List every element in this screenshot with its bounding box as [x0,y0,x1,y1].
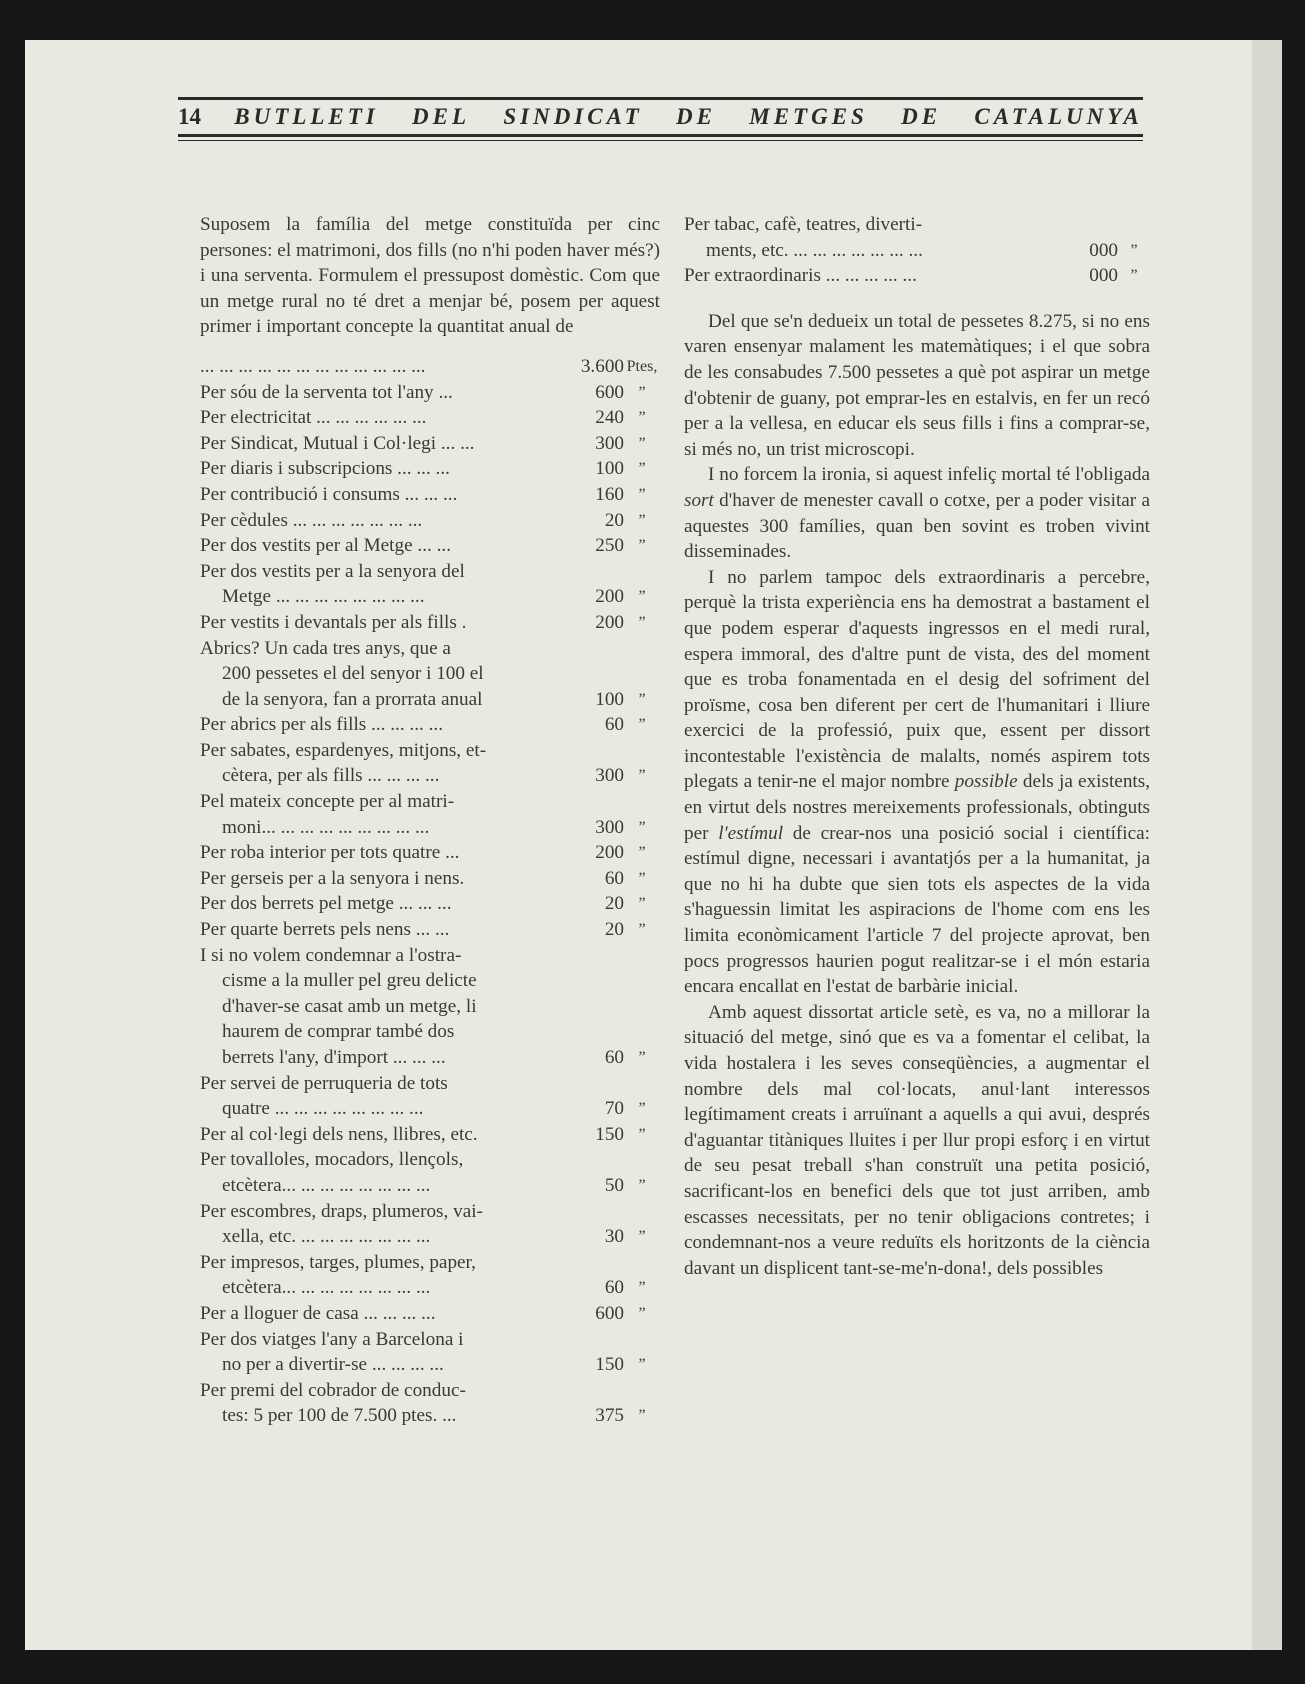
running-header [178,90,1143,148]
ditto-mark: ” [638,460,646,478]
ditto-mark: ” [638,1279,646,1297]
budget-amount: 60 [604,714,624,736]
budget-line [200,1403,660,1429]
budget-line [200,968,660,994]
budget-line [684,263,1150,289]
budget-amount: 150 [595,1123,624,1145]
ditto-mark: ” [638,434,646,452]
budget-line [200,584,660,610]
budget-list-continued [684,212,1150,289]
budget-item-text: etcètera... ... ... ... ... ... ... ... [222,1174,431,1196]
ditto-mark: ” [638,485,646,503]
budget-item-text: d'haver-se casat amb un metge, li [222,995,477,1017]
budget-line [200,1071,660,1097]
budget-item-text: Per dos vestits per al Metge ... ... [200,535,451,557]
budget-line [200,1275,660,1301]
budget-item-text: cètera, per als fills ... ... ... ... [222,765,440,787]
budget-item-text: Per tovalloles, mocadors, llençols, [200,1149,464,1171]
budget-amount: 30 [604,1226,624,1248]
budget-amount: 70 [604,1098,624,1120]
budget-line [200,661,660,687]
budget-item-text: Per premi del cobrador de conduc- [200,1379,466,1401]
budget-item-text: ... ... ... ... ... ... ... ... ... ... ... ... [200,355,426,377]
budget-line [200,763,660,789]
budget-amount: 250 [595,535,624,557]
budget-amount: 600 [595,381,624,403]
budget-amount: 375 [595,1405,624,1427]
ditto-mark: ” [1130,267,1138,285]
budget-line [200,1224,660,1250]
intro-paragraph: Suposem la família del metge constituïda per cinc persones: el matrimoni, dos fills (no n'hi poden haver més?) i una serventa. Formulem el pressupost domèstic. Com que un metge rural no té dret a menjar bé, posem per aquest primer i important concepte la quantitat anual de [200,214,660,338]
ditto-mark: ” [638,1356,646,1374]
budget-line [200,866,660,892]
budget-amount: 50 [604,1174,624,1196]
budget-line [200,508,660,534]
ditto-mark: ” [638,613,646,631]
budget-line [200,431,660,457]
budget-item-text: Per al col·legi dels nens, llibres, etc. [200,1123,478,1145]
budget-item-text: cisme a la muller pel greu delicte [222,970,477,992]
budget-line [200,994,660,1020]
text-run: d'haver de menester cavall o cotxe, per a poder visitar a aquestes 300 famílies, quan ben sovint es troben vivint disseminades. [684,489,1150,563]
budget-line [200,1147,660,1173]
ditto-mark: ” [638,716,646,734]
budget-line [200,380,660,406]
budget-amount: 20 [604,893,624,915]
budget-item-text: de la senyora, fan a prorrata anual [222,688,483,710]
budget-item-text: ments, etc. ... ... ... ... ... ... ... [706,239,923,261]
budget-line [200,354,660,380]
budget-item-text: Pel mateix concepte per al matri- [200,791,455,813]
emphasis: l'estímul [718,822,784,844]
ditto-mark: ” [638,818,646,836]
budget-item-text: Per contribució i consums ... ... ... [200,483,458,505]
ditto-mark: ” [638,690,646,708]
budget-line [200,405,660,431]
budget-item-text: tes: 5 per 100 de 7.500 ptes. ... [222,1405,457,1427]
budget-line [200,1301,660,1327]
budget-amount: 20 [604,919,624,941]
budget-line [200,891,660,917]
budget-line [200,1173,660,1199]
budget-item-text: haurem de comprar també dos [222,1021,455,1043]
header-word: DE [901,104,942,129]
ditto-mark: ” [638,1407,646,1425]
budget-line [200,738,660,764]
text-run: I no parlem tampoc dels extraordinaris a percebre, perquè la trista experiència ens ha demostrat a bastament el que podem esperar d'aquests ingressos en el medi rural, espera immoral, des d'altre punt de vista, des del moment que es troba fonamentada en el desig del sofriment del proïsme, cosa ben diferent per cert de l'humanitari i lliure exercici de la professió, puix que, essent per dissort incontestable l'existència de malalts, només aspirem tots plegats a tenir-ne el major nombre [684,566,1150,793]
ditto-mark: ” [638,869,646,887]
budget-item-text: Per roba interior per tots quatre ... [200,842,460,864]
budget-item-text: berrets l'any, d'import ... ... ... [222,1047,446,1068]
ditto-mark: ” [638,844,646,862]
header-rule-bottom [178,134,1143,137]
budget-item-text: Per sabates, espardenyes, mitjons, et- [200,739,487,761]
paragraph-total: Del que se'n dedueix un total de pessetes 8.275, si no ens varen ensenyar malament les matemàtiques; i el que sobra de les consabudes 7.500 pessetes a què pot aspirar un metge d'obtenir de guany, pot emprar-les en estalvis, en fer un recó per a la vellesa, en educar els seus fills i fins a comprar-se, si més no, un trist microscopi. [684,310,1150,460]
budget-line [200,789,660,815]
budget-item-text: etcètera... ... ... ... ... ... ... ... [222,1277,431,1299]
ditto-mark: Ptes, [626,357,658,375]
budget-item-text: Per electricitat ... ... ... ... ... ... [200,407,427,429]
ditto-mark: ” [638,1228,646,1246]
right-column [684,212,1150,1281]
ditto-mark: ” [638,921,646,939]
budget-item-text: Per sóu de la serventa tot l'any ... [200,381,453,403]
header-rule-thin [178,140,1143,141]
ditto-mark: ” [638,588,646,606]
budget-amount: 150 [595,1354,624,1376]
budget-line [684,212,1150,238]
budget-amount: 100 [595,458,624,480]
budget-line [200,712,660,738]
ditto-mark: ” [638,1304,646,1322]
page-edge [1252,40,1282,1650]
paragraph-irony [684,462,1150,564]
budget-item-text: Per impresos, targes, plumes, paper, [200,1251,476,1273]
budget-line [200,1327,660,1353]
budget-item-text: no per a divertir-se ... ... ... ... [222,1354,444,1376]
budget-line [200,815,660,841]
left-column [200,212,660,1429]
budget-item-text: Per diaris i subscripcions ... ... ... [200,458,450,480]
ditto-mark: ” [638,537,646,555]
budget-line [200,840,660,866]
header-word: BUTLLETI [234,104,379,129]
budget-item-text: Per Sindicat, Mutual i Col·legi ... ... [200,432,475,454]
budget-item-text: Per extraordinaris ... ... ... ... ... [684,265,917,287]
spacer [200,340,660,354]
ditto-mark: ” [638,1049,646,1066]
text-run: de crear-nos una posició social i científica: estímul digne, necessari i avantatjós per a la humanitat, ja que no hi ha dubte que sien tots els aspectes de la vida s'haguessin limitat les aspiracions de l'home com ens les limita econòmicament l'article 7 del projecte aprovat, ben pocs progressos haurien pogut realitzar-se i el món estaria encara encallat en l'estat de barbàrie inicial. [684,822,1150,998]
emphasis: sort [684,489,714,511]
budget-amount: 20 [604,509,624,531]
text-run: dels ja existents, en virtut dels nostres mereixements professionals, obtinguts per [684,771,1151,844]
budget-item-text: Per vestits i devantals per als fills . [200,611,467,633]
budget-item-text: Per dos berrets pel metge ... ... ... [200,893,452,915]
budget-amount: 200 [595,611,624,633]
budget-amount: 300 [595,765,624,787]
budget-line [200,1045,660,1071]
budget-line [200,533,660,559]
budget-item-text: Per gerseis per a la senyora i nens. [200,867,465,889]
budget-amount: 240 [595,407,624,429]
header-word: DE [676,104,716,129]
ditto-mark: ” [638,383,646,401]
budget-line [200,636,660,662]
budget-line [200,1378,660,1404]
emphasis: possible [954,771,1018,793]
budget-amount: 60 [604,1277,624,1299]
header-word: CATALUNYA [974,104,1143,129]
ditto-mark: ” [1130,241,1138,259]
budget-line [200,1019,660,1045]
ditto-mark: ” [638,1176,646,1194]
header-word: DEL [412,104,471,129]
ditto-mark: ” [638,1125,646,1143]
budget-amount: 600 [595,1302,624,1324]
budget-amount: 200 [595,586,624,608]
budget-line [200,1122,660,1148]
budget-amount: 200 [595,842,624,864]
budget-amount: 60 [604,867,624,889]
budget-line [200,943,660,969]
budget-item-text: Per a lloguer de casa ... ... ... ... [200,1302,436,1324]
budget-item-text: Per cèdules ... ... ... ... ... ... ... [200,509,423,531]
budget-line [200,610,660,636]
budget-line [684,238,1150,264]
ditto-mark: ” [638,767,646,785]
budget-item-text: Per dos vestits per a la senyora del [200,560,465,582]
budget-line [200,482,660,508]
spacer [684,289,1150,309]
ditto-mark: ” [638,895,646,913]
budget-item-text: I si no volem condemnar a l'ostra- [200,944,462,966]
budget-item-text: moni... ... ... ... ... ... ... ... ... [222,816,430,838]
text-run: I no forcem la ironia, si aquest infeliç mortal té l'obligada [708,464,1150,486]
budget-amount: 3.600 [580,355,624,377]
budget-amount: 60 [604,1047,624,1068]
budget-amount: 160 [595,483,624,505]
budget-line [200,559,660,585]
budget-item-text: Per dos viatges l'any a Barcelona i [200,1328,464,1350]
budget-item-text: Per tabac, cafè, teatres, diverti- [684,214,923,235]
budget-amount: 100 [595,688,624,710]
budget-item-text: Metge ... ... ... ... ... ... ... ... [222,586,425,608]
budget-line [200,1250,660,1276]
budget-item-text: 200 pessetes el del senyor i 100 el [222,663,484,685]
budget-line [200,917,660,943]
budget-item-text: Per abrics per als fills ... ... ... ... [200,714,443,736]
budget-item-text: Per servei de perruqueria de tots [200,1072,448,1094]
header-rule-top [178,97,1143,100]
page-number: 14 [178,104,201,129]
paragraph-extraordinaris [684,565,1150,1000]
budget-line [200,1352,660,1378]
paragraph-article-seven: Amb aquest dissortat article setè, es va, no a millorar la situació del metge, sinó que es va a fomentar el celibat, la vida hostalera i les seves conseqüències, a augmentar el nombre dels mal col·locats, anul·lant interessos legítimament creats i arruïnant a aquells a qui avui, després d'aguantar titàniques lluites i per llur propi esforç i en virtut de seu pesat treball s'han construït una petita posició, sacrificant-los en benefici dels que tot just arriben, amb escasses necessitats, per no tenir obligacions contretes; i condemnant-nos a veure reduïts els horitzonts de la ciència davant un displicent tant-se-me'n-dona!, dels possibles [684,1001,1150,1279]
budget-line [200,1199,660,1225]
budget-amount: 000 [1089,265,1118,287]
budget-amount: 300 [595,816,624,838]
ditto-mark: ” [638,409,646,427]
budget-amount: 300 [595,432,624,454]
budget-item-text: Abrics? Un cada tres anys, que a [200,637,451,659]
budget-line [200,456,660,482]
header-word: METGES [749,104,868,129]
budget-item-text: xella, etc. ... ... ... ... ... ... ... [222,1226,431,1248]
ditto-mark: ” [638,1100,646,1118]
budget-amount: 000 [1089,239,1118,261]
budget-item-text: quatre ... ... ... ... ... ... ... ... [222,1098,424,1120]
budget-item-text: Per escombres, draps, plumeros, vai- [200,1200,483,1222]
header-word: SINDICAT [503,104,643,129]
ditto-mark: ” [638,511,646,529]
budget-line [200,687,660,713]
budget-list [200,354,660,1429]
budget-line [200,1096,660,1122]
header-row [178,104,1143,130]
budget-item-text: Per quarte berrets pels nens ... ... [200,919,450,941]
